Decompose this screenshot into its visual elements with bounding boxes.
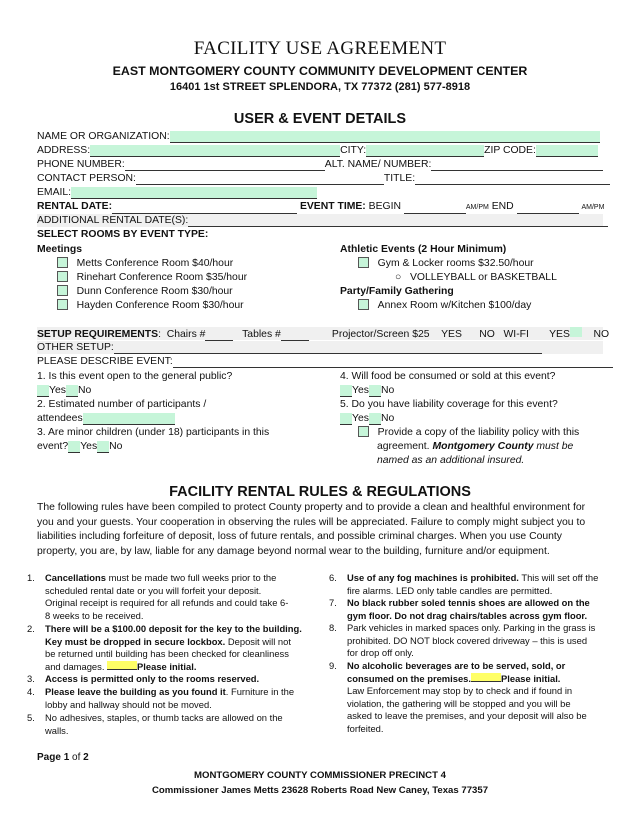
address-row [37,144,598,157]
rule-number: 3. [27,673,35,684]
wifi-yes[interactable]: YES [549,329,570,340]
additional-dates-label: ADDITIONAL RENTAL DATE(S): [37,215,189,226]
page-total: 2 [83,752,89,763]
rule-5-line: walls. [45,724,69,736]
rules-intro [37,501,605,559]
rule-number: 9. [329,660,337,671]
projector-yes[interactable]: YES [441,329,462,340]
rule-2-initial: Please initial. [137,660,197,672]
question-3-answer [37,440,122,453]
rule-1-line: Original receipt is required for all refunds and could take 6- [45,597,289,609]
room-option-gym[interactable] [358,257,534,270]
q5-no: No [380,413,395,424]
section-heading-details: USER & EVENT DETAILS [233,111,407,127]
rule-3-line: Access is permitted only to the rooms reserved. [45,673,260,684]
rule-number: 6. [329,572,337,583]
other-setup-label: OTHER SETUP: [37,342,114,353]
tables-field[interactable] [281,329,309,341]
address-label: ADDRESS: [37,145,91,156]
checkbox[interactable] [57,299,68,310]
room-option-metts[interactable] [57,257,233,270]
name-field[interactable] [170,131,600,143]
checkbox[interactable] [358,257,369,268]
rule-7-line: No black rubber soled tennis shoes are allowed on the [347,597,590,608]
contact-row [37,172,610,185]
rule-9-line: No alcoholic beverages are to be served, sold, or [347,660,566,671]
rule-9-line: Law Enforcement may stop by to check and if found in [347,685,573,697]
q3-yes-blank[interactable] [68,441,80,453]
q5-yes: Yes [352,413,369,424]
page-number: 1 [63,752,70,763]
wifi-yes-box[interactable] [570,327,582,337]
rule-number: 7. [329,597,337,608]
projector-label: Projector/Screen $25 [331,329,430,340]
tables-label: Tables # [242,329,281,340]
setup-label: SETUP REQUIREMENTS [37,329,159,340]
room-label: Hayden Conference Room $30/hour [76,300,244,311]
checkbox[interactable] [358,299,369,310]
question-5: 5. Do you have liability coverage for this event? [340,399,558,410]
rule-number: 4. [27,686,35,697]
rule-4-line: lobby and hallway should not be moved. [45,698,212,710]
describe-field[interactable] [173,356,613,368]
rule-7-line: gym floor. Do not drag chairs/tables across gym floor. [347,609,588,621]
rule-9-bold: consumed on the premises. [347,672,471,684]
rule-number: 8. [329,622,337,633]
begin-ampm: AM/PM [465,204,489,211]
room-label: Annex Room w/Kitchen $100/day [377,300,532,311]
section-heading-rules: FACILITY RENTAL RULES & REGULATIONS [169,484,471,500]
footer-line2: Commissioner James Metts 23628 Roberts Road New Caney, Texas 77357 [151,785,489,796]
zip-label: ZIP CODE: [484,145,536,156]
q3-no-blank[interactable] [97,441,109,453]
q1-yes-blank[interactable] [37,385,49,397]
gym-sport-label: VOLLEYBALL or BASKETBALL [409,272,557,283]
q2-attendees-label: attendees [37,413,83,424]
begin-time-field[interactable] [404,202,466,214]
rule-6-tail: This will set off the [518,572,599,583]
rule-9-initial: Please initial. [501,672,561,684]
name-label: NAME OR ORGANIZATION: [37,131,170,142]
projector-no[interactable]: NO [479,329,495,340]
organization-address: 16401 1st STREET SPLENDORA, TX 77372 (281) 577-8918 [169,81,471,93]
q5-no-blank[interactable] [369,413,381,425]
q4-no-blank[interactable] [369,385,381,397]
wifi-no[interactable]: NO [593,329,610,340]
city-label: CITY: [340,145,367,156]
circle-bullet-icon: ○ [395,272,402,283]
q1-no-blank[interactable] [66,385,78,397]
address-field[interactable] [90,145,340,157]
q1-yes: Yes [49,385,66,396]
intro-line: you and your guests. Your cooperation in observing the rules will be appreciated. Failure to comply might subject you to [37,516,586,528]
page-indicator [37,751,89,764]
end-ampm: AM/PM [581,204,605,211]
rental-date-field[interactable] [112,202,297,214]
question-3: 3. Are minor children (under 18) participants in this [37,427,270,438]
footer-line1: MONTGOMERY COUNTY COMMISSIONER PRECINCT 4 [194,770,446,781]
question-2: 2. Estimated number of participants / [37,399,207,410]
question-2-answer [37,412,175,425]
email-label: EMAIL: [37,187,72,198]
question-4-answer [340,384,394,397]
setup-row: SETUP REQUIREMENTS: Chairs # Tables # Projector/Screen $25 YES NO WI-FI YES NO [37,329,610,340]
rule-1-tail: must be made two full weeks prior to the [105,572,277,583]
room-label: Rinehart Conference Room $35/hour [76,272,248,283]
q4-yes-blank[interactable] [340,385,352,397]
end-time-field[interactable] [517,202,579,214]
chairs-field[interactable] [205,329,233,341]
rule-9-line: asked to leave the premises, and your deposit will also be [347,710,587,722]
email-field[interactable] [71,187,317,199]
meetings-label: Meetings [37,244,83,255]
party-label: Party/Family Gathering [340,286,454,297]
alt-number-field[interactable] [431,159,603,171]
q3-no: No [109,441,123,452]
rule-2-line: There will be a $100.00 deposit for the key to the building. [45,623,302,634]
email-row [37,186,317,199]
event-time-label: EVENT TIME: [299,201,366,212]
zip-field[interactable] [536,145,598,157]
wifi-label: WI-FI [503,329,529,340]
intro-line: property, you are, by law, liable for any damage beyond normal wear to the building, furniture and/or equipment. [37,545,550,557]
q4-no: No [380,385,395,396]
rule-6-line: fire alarms. LED only table candles are permitted. [347,584,553,596]
name-row [37,130,600,143]
liability-note-line2 [377,440,573,453]
initial-field[interactable] [471,673,501,682]
q2-attendees-field[interactable] [83,413,175,425]
question-4: 4. Will food be consumed or sold at this event? [340,371,556,382]
rule-8-line: for drop off only. [347,647,414,659]
rule-4-tail: . Furniture in the [225,686,295,697]
phone-field[interactable] [125,159,325,171]
city-field[interactable] [366,145,484,157]
page-of: of [72,752,81,763]
q3-yes: Yes [80,441,98,452]
title-label: TITLE: [383,173,416,184]
rule-8-line: Park vehicles in marked spaces only. Parking in the grass is [347,622,596,633]
rule-2-bold: Key must be dropped in secure lockbox. [45,635,226,647]
contact-label: CONTACT PERSON: [37,173,136,184]
rule-9-line: forfeited. [347,722,384,734]
liability-policy-option[interactable] [358,426,579,439]
title-field[interactable] [415,173,610,185]
liability-note-line1: Provide a copy of the liability policy with this [377,427,580,438]
rule-1-line: 8 weeks to be received. [45,609,144,621]
gym-sport-options [395,271,557,284]
rule-number: 5. [27,712,35,723]
phone-row [37,158,603,171]
rule-2-line: be returned until building has been checked for cleanliness [45,648,289,660]
rule-2-line: and damages. [45,660,105,672]
describe-row [37,355,613,368]
intro-line: liabilities including forfeiture of deposit, loss of future rentals, and possible criminal charges. When you use County [37,531,563,542]
room-label: Gym & Locker rooms $32.50/hour [377,258,534,269]
liability-note-line3: named as an additional insured. [377,455,525,466]
rule-4-bold: Please leave the building as you found it [45,686,226,697]
intro-line: The following rules have been compiled to protect County property and to provide a clean and healthful environment for [37,502,586,513]
checkbox[interactable] [57,285,68,296]
additional-dates-field[interactable] [188,215,608,227]
checkbox[interactable] [57,257,68,268]
organization-name: EAST MONTGOMERY COUNTY COMMUNITY DEVELOPMENT CENTER [112,64,528,78]
q4-yes: Yes [352,385,369,396]
room-label: Metts Conference Room $40/hour [76,258,234,269]
contact-field[interactable] [136,173,384,185]
rule-1-bold: Cancellations [45,572,106,583]
initial-field[interactable] [107,661,137,670]
question-1: 1. Is this event open to the general public? [37,371,233,382]
chairs-label: Chairs # [166,329,206,340]
other-setup-field[interactable] [114,342,542,354]
q3-event-label: event? [37,441,69,452]
end-label: END [491,201,514,212]
rule-5-line: No adhesives, staples, or thumb tacks are allowed on the [45,712,283,723]
rule-8-line: prohibited. DO NOT block covered driveway – this is used [347,634,588,646]
liability-note-county: Montgomery County [432,441,534,452]
checkbox[interactable] [57,271,68,282]
rule-1-line: scheduled rental date or you will forfeit your deposit. [45,584,262,596]
additional-dates-row [37,214,603,227]
rental-date-label: RENTAL DATE: [37,201,113,212]
select-rooms-label: SELECT ROOMS BY EVENT TYPE: [37,229,209,240]
room-option-rinehart[interactable] [57,271,247,284]
checkbox[interactable] [358,426,369,437]
rule-number: 1. [27,572,35,583]
document-title: FACILITY USE AGREEMENT [193,38,447,59]
alt-number-label: ALT. NAME/ NUMBER: [324,159,432,170]
describe-label: PLEASE DESCRIBE EVENT: [37,356,173,367]
page-label: Page [37,752,61,763]
rental-date-row [37,200,603,213]
rule-2-tail: Deposit will not [225,635,291,647]
rule-6-bold: Use of any fog machines is prohibited. [347,572,519,583]
other-setup-row [37,341,603,354]
question-1-answer [37,384,91,397]
phone-label: PHONE NUMBER: [37,159,125,170]
room-option-dunn[interactable] [57,285,233,298]
room-label: Dunn Conference Room $30/hour [76,286,233,297]
liability-note-must: must be [536,441,574,452]
rule-number: 2. [27,623,35,634]
liability-note-agreement: agreement. [377,441,430,452]
begin-label: BEGIN [368,201,401,212]
question-5-answer [340,412,394,425]
athletic-label: Athletic Events (2 Hour Minimum) [340,244,507,255]
rule-9-line: violation, the gathering will be stopped and you will be [347,697,571,709]
q1-no: No [77,385,92,396]
room-option-hayden[interactable] [57,299,244,312]
room-option-annex[interactable] [358,299,531,312]
q5-yes-blank[interactable] [340,413,352,425]
